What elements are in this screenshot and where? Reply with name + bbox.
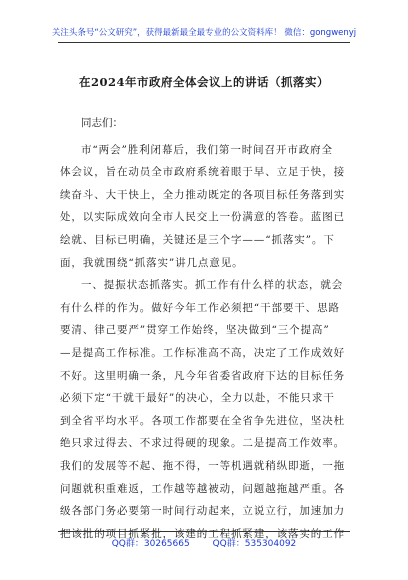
header-divider — [58, 42, 350, 43]
footer-qq-group-2: QQ群：535304092 — [212, 539, 297, 549]
body-line: 到全省平均水平。各项工作都要在全省争先进位，坚决杜 — [60, 414, 345, 427]
body-line: 续奋斗、大干快上，全力推动既定的各项目标任务落到实 — [60, 188, 345, 201]
body-paragraphs — [60, 139, 350, 546]
body-line: 级各部门务必要第一时间行动起来，立说立行，加速加力 — [60, 505, 345, 518]
footer-divider — [58, 531, 350, 532]
body-line: 一、提振状态抓落实。抓工作有什么样的状态，就会 — [81, 279, 344, 292]
document-title: 在2024年市政府全体会议上的讲话（抓落实） — [78, 75, 329, 89]
body-line: 把该批的项目抓紧批，该建的工程抓紧建，该落实的工作 — [60, 527, 345, 540]
body-line: 处，以实际成效向全市人民交上一份满意的答卷。蓝图已 — [60, 211, 345, 224]
footer-qq-group-1: QQ群：30265665 — [111, 539, 190, 549]
footer-contact — [0, 536, 408, 549]
body-line: 市“两会”胜利闭幕后，我们第一时间召开市政府全 — [81, 143, 333, 156]
body-line: 绘就、目标已明确，关键还是三个字——“抓落实”。下 — [60, 233, 335, 246]
body-line: 有什么样的作为。做好今年工作必须把“干部要干、思路 — [60, 301, 340, 314]
body-line: 我们的发展等不起、拖不得，一等机遇就稍纵即逝，一拖 — [60, 459, 345, 472]
body-line: —是提高工作标准。工作标准高不高，决定了工作成效好 — [60, 346, 345, 359]
body-line: 要清、律己要严”贯穿工作始终，坚决做到“三个提高” — [60, 324, 330, 337]
document-body — [60, 112, 350, 545]
body-line: 面，我就围绕“抓落实”讲几点意见。 — [60, 256, 244, 269]
salutation: 同志们： — [81, 117, 123, 129]
body-line: 不好。这里明确一条，凡今年省委省政府下达的目标任务 — [60, 369, 345, 382]
body-line: 问题就积重难返，工作越等越被动，问题越拖越严重。各 — [60, 482, 345, 495]
body-line: 绝只求过得去、不求过得硬的现象。二是提高工作效率。 — [60, 437, 345, 450]
body-line: 体会议，旨在动员全市政府系统着眼于早、立足于快，接 — [60, 166, 345, 179]
header-promo-note: 关注头条号“公文研究”，获得最新最全最专业的公文资料库！ 微信：gongwenyj — [51, 28, 357, 38]
body-line: 必须下定“干就干最好”的决心，全力以赴，不能只求干 — [60, 392, 335, 405]
